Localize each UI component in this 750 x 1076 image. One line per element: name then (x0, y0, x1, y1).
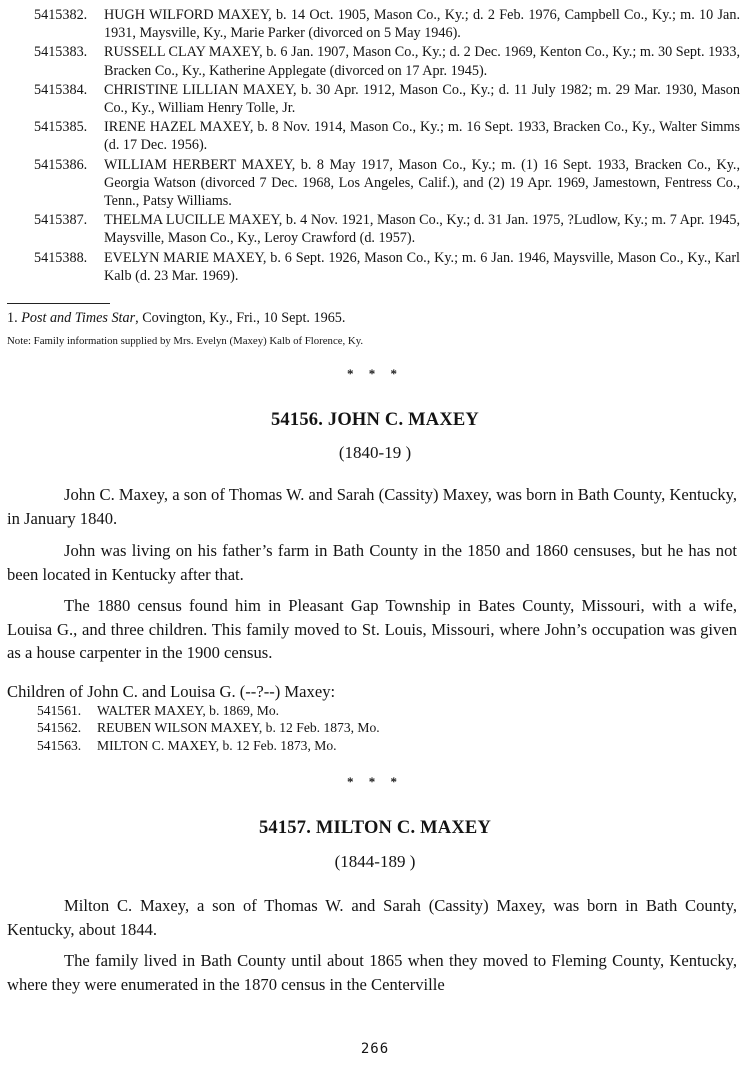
list-item (34, 211, 740, 247)
section-heading-john: 54156. JOHN C. MAXEY (270, 410, 479, 430)
paragraph: The 1880 census found him in Pleasant Gap Township in Bates County, Missouri, with a wife, Louisa G., and three children. This family moved to St. Louis, Missouri, where John’s occupation was given as a house carpenter in the 1900 census. (7, 596, 737, 662)
descendant-list (34, 6, 740, 286)
list-item (34, 118, 740, 154)
entry-number: 5415384. (34, 81, 88, 98)
footnote-number: 1. (7, 310, 18, 326)
section-heading-milton: 54157. MILTON C. MAXEY (258, 818, 492, 838)
child-text: MILTON C. MAXEY, b. 12 Feb. 1873, Mo. (97, 737, 337, 753)
section-dates-milton: (1844-189 ) (334, 852, 416, 871)
section-separator: * * * (347, 366, 403, 381)
child-text: WALTER MAXEY, b. 1869, Mo. (97, 703, 280, 718)
footnote-divider (7, 303, 110, 304)
paragraph: The family lived in Bath County until about 1865 when they moved to Fleming County, Kentucky, where they were enumerated in the 1870 census in the Centerville (7, 951, 737, 994)
footnote-source-title: Post and Times Star (21, 310, 136, 326)
children-intro: Children of John C. and Louisa G. (--?--) Maxey: (7, 682, 336, 701)
entry-text: THELMA LUCILLE MAXEY, b. 4 Nov. 1921, Mason Co., Ky.; d. 31 Jan. 1975, ?Ludlow, Ky.; m. 7 Apr. 1945, Maysville, Mason Co., Ky., Leroy Crawford (d. 1957). (104, 212, 740, 247)
entry-number: 5415387. (34, 212, 88, 229)
entry-number: 5415383. (34, 44, 88, 61)
entry-text: CHRISTINE LILLIAN MAXEY, b. 30 Apr. 1912, Mason Co., Ky.; d. 11 July 1982; m. 29 Mar. 1930, Mason Co., Ky., William Henry Tolle, Jr. (104, 81, 740, 117)
list-item (34, 249, 740, 285)
page-number: 266 (360, 1041, 390, 1057)
list-item (34, 43, 740, 79)
paragraph: Milton C. Maxey, a son of Thomas W. and Sarah (Cassity) Maxey, was born in Bath County, Kentucky, about 1844. (7, 896, 737, 939)
entry-number: 5415386. (34, 156, 88, 173)
list-item (34, 81, 740, 117)
footnote-citation: , Covington, Ky., Fri., 10 Sept. 1965. (135, 310, 346, 326)
entry-text: EVELYN MARIE MAXEY, b. 6 Sept. 1926, Mason Co., Ky.; m. 6 Jan. 1946, Maysville, Mason Co., Ky., Karl Kalb (d. 23 Mar. 1969). (104, 249, 740, 284)
entry-text: RUSSELL CLAY MAXEY, b. 6 Jan. 1907, Mason Co., Ky.; d. 2 Dec. 1969, Kenton Co., Ky.; m. 30 Sept. 1933, Bracken Co., Ky., Katherine Applegate (divorced on 17 Apr. 1945). (104, 44, 740, 79)
child-number: 541563. (37, 737, 82, 753)
child-number: 541562. (37, 720, 82, 736)
list-item (37, 702, 380, 719)
entry-number: 5415388. (34, 249, 88, 266)
paragraph: John C. Maxey, a son of Thomas W. and Sarah (Cassity) Maxey, was born in Bath County, Kentucky, in January 1840. (7, 485, 737, 528)
entry-number: 5415382. (34, 7, 88, 23)
footnote (7, 309, 345, 327)
child-text: REUBEN WILSON MAXEY, b. 12 Feb. 1873, Mo. (97, 720, 380, 736)
list-item (37, 737, 380, 754)
family-info-note: Note: Family information supplied by Mrs. Evelyn (Maxey) Kalb of Florence, Ky. (7, 335, 364, 347)
entry-text: HUGH WILFORD MAXEY, b. 14 Oct. 1905, Mason Co., Ky.; d. 2 Feb. 1976, Campbell Co., Ky.; m. 10 Jan. 1931, Maysville, Ky., Marie Parker (divorced on 5 May 1946). (104, 7, 740, 42)
entry-number: 5415385. (34, 119, 88, 136)
list-item (37, 719, 380, 736)
child-number: 541561. (37, 703, 82, 718)
entry-text: IRENE HAZEL MAXEY, b. 8 Nov. 1914, Mason Co., Ky.; m. 16 Sept. 1933, Bracken Co., Ky., Walter Simms (d. 17 Dec. 1956). (104, 119, 740, 154)
children-list (37, 702, 380, 754)
section-dates-john: (1840-19 ) (338, 443, 412, 462)
paragraph: John was living on his father’s farm in Bath County in the 1850 and 1860 censuses, but he has not been located in Kentucky after that. (7, 541, 737, 584)
entry-text: WILLIAM HERBERT MAXEY, b. 8 May 1917, Mason Co., Ky.; m. (1) 16 Sept. 1933, Bracken Co., Ky., Georgia Watson (divorced 7 Dec. 1968, Los Angeles, Calif.), and (2) 19 Apr. 1969, Jamestown, Fentress Co., Tenn., Patsy Williams. (104, 156, 740, 210)
list-item (34, 156, 740, 211)
list-item (34, 6, 740, 42)
section-separator: * * * (347, 774, 403, 789)
